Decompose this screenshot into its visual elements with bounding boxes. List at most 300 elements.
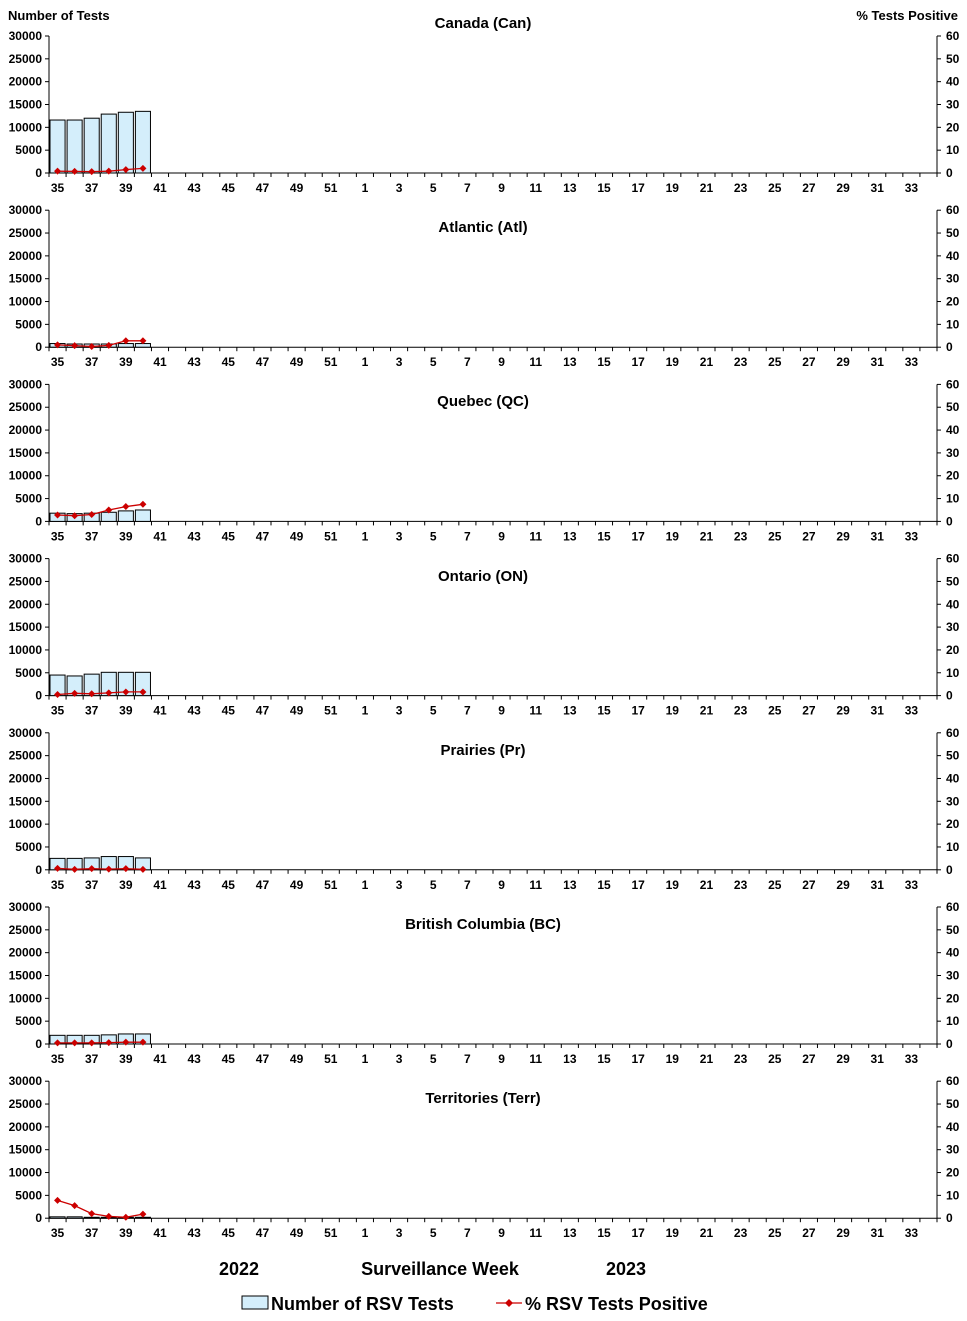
left-tick-label: 30000 [8, 29, 42, 43]
left-tick-label: 25000 [8, 51, 42, 66]
x-tick-label: 19 [665, 1226, 679, 1241]
x-tick-label: 47 [255, 355, 270, 370]
bar-rsv-tests [84, 118, 99, 173]
x-tick-label: 35 [50, 1226, 65, 1241]
x-tick-label: 29 [836, 877, 850, 892]
right-tick-label: 60 [946, 725, 960, 740]
x-tick-label: 7 [464, 181, 471, 195]
x-tick-label: 21 [699, 355, 714, 370]
x-tick-label: 21 [699, 529, 714, 544]
right-tick-label: 60 [946, 1074, 960, 1089]
line-pct-positive [58, 1042, 143, 1043]
right-tick-label: 20 [946, 468, 960, 483]
x-tick-label: 37 [85, 1226, 99, 1241]
x-tick-label: 29 [836, 1226, 850, 1241]
left-axis-label: Number of Tests [8, 8, 110, 23]
x-tick-label: 15 [597, 1226, 611, 1241]
x-tick-label: 43 [187, 181, 201, 195]
x-tick-label: 17 [631, 877, 645, 892]
x-tick-label: 25 [768, 181, 782, 195]
x-tick-label: 27 [802, 877, 816, 892]
x-tick-label: 7 [464, 1052, 471, 1066]
x-tick-label: 49 [289, 703, 304, 718]
left-tick-label: 10000 [8, 120, 42, 135]
left-tick-label: 20000 [8, 1119, 42, 1134]
right-tick-label: 10 [946, 839, 960, 854]
x-tick-label: 17 [631, 529, 645, 544]
x-tick-label: 5 [429, 877, 437, 892]
x-tick-label: 23 [733, 355, 748, 370]
panel-title: Prairies (Pr) [440, 742, 526, 759]
left-tick-label: 30000 [8, 900, 42, 914]
x-tick-label: 23 [733, 703, 748, 718]
panel-6 [9, 1074, 960, 1240]
x-tick-label: 51 [324, 703, 338, 718]
left-tick-label: 20000 [8, 423, 42, 438]
x-tick-label: 25 [768, 355, 782, 370]
x-tick-label: 49 [289, 529, 304, 544]
point-pct-positive [105, 342, 112, 349]
left-tick-label: 20000 [8, 248, 42, 263]
x-tick-label: 11 [529, 529, 543, 544]
x-tick-label: 21 [699, 1052, 714, 1066]
x-tick-label: 37 [85, 1052, 99, 1066]
right-tick-label: 10 [946, 491, 960, 506]
x-tick-label: 1 [361, 877, 369, 892]
x-tick-label: 37 [85, 877, 99, 892]
x-tick-label: 49 [289, 181, 304, 195]
point-pct-positive [122, 503, 129, 510]
x-tick-label: 5 [429, 1052, 437, 1066]
left-tick-label: 0 [35, 862, 42, 877]
x-tick-label: 11 [529, 355, 543, 370]
x-tick-label: 3 [395, 529, 403, 544]
x-tick-label: 41 [153, 181, 167, 195]
left-tick-label: 5000 [15, 665, 42, 680]
x-tick-label: 5 [429, 181, 437, 195]
right-tick-label: 60 [946, 377, 960, 392]
x-tick-label: 45 [221, 877, 235, 892]
x-tick-label: 23 [733, 1226, 748, 1241]
left-tick-label: 30000 [8, 203, 42, 218]
left-tick-label: 10000 [8, 468, 42, 483]
panel-3 [9, 552, 960, 718]
left-tick-label: 25000 [8, 1097, 42, 1112]
x-tick-label: 33 [904, 1226, 919, 1241]
left-tick-label: 5000 [15, 1014, 42, 1029]
x-tick-label: 23 [733, 877, 748, 892]
x-tick-label: 11 [529, 181, 543, 195]
right-tick-label: 50 [946, 748, 960, 763]
left-tick-label: 20000 [8, 771, 42, 786]
x-tick-label: 41 [153, 703, 167, 718]
panel-0 [9, 15, 960, 195]
bar-rsv-tests [101, 114, 116, 173]
x-tick-label: 49 [289, 877, 304, 892]
x-tick-label: 45 [221, 529, 235, 544]
x-tick-label: 17 [631, 355, 645, 370]
bar-rsv-tests [67, 1217, 82, 1218]
panel-1 [9, 203, 960, 369]
right-tick-label: 20 [946, 120, 960, 135]
bar-rsv-tests [67, 120, 82, 173]
right-tick-label: 50 [946, 922, 960, 937]
left-tick-label: 30000 [8, 551, 42, 566]
x-tick-label: 51 [324, 181, 338, 195]
left-tick-label: 10000 [8, 1165, 42, 1180]
left-tick-label: 10000 [8, 642, 42, 657]
x-tick-label: 45 [221, 703, 235, 718]
left-tick-label: 0 [35, 688, 42, 703]
right-tick-label: 50 [946, 1097, 960, 1112]
x-tick-label: 31 [870, 181, 884, 195]
x-tick-label: 45 [221, 355, 235, 370]
x-tick-label: 51 [324, 1052, 338, 1066]
panel-4 [9, 726, 960, 892]
left-tick-label: 5000 [15, 1188, 42, 1203]
right-tick-label: 60 [946, 203, 960, 218]
x-tick-label: 35 [50, 181, 65, 195]
x-tick-label: 43 [187, 1226, 201, 1241]
right-tick-label: 40 [946, 945, 960, 960]
x-tick-label: 45 [221, 181, 235, 195]
x-tick-label: 1 [361, 703, 369, 718]
x-tick-label: 5 [429, 529, 437, 544]
right-tick-label: 60 [946, 29, 960, 43]
x-tick-label: 47 [255, 1226, 270, 1241]
bar-rsv-tests [118, 112, 133, 173]
x-tick-label: 35 [50, 355, 65, 370]
panel-title: Canada (Can) [434, 15, 532, 32]
right-tick-label: 0 [946, 1211, 953, 1226]
legend-bars-label: Number of RSV Tests [271, 1294, 454, 1314]
x-tick-label: 19 [665, 1052, 679, 1066]
x-tick-label: 3 [395, 181, 403, 195]
x-tick-label: 21 [699, 1226, 714, 1241]
x-tick-label: 7 [464, 529, 471, 544]
panel-5 [9, 900, 960, 1066]
x-tick-label: 35 [50, 529, 65, 544]
x-tick-label: 37 [85, 529, 99, 544]
x-tick-label: 13 [563, 1226, 577, 1241]
x-tick-label: 15 [597, 877, 611, 892]
x-tick-label: 31 [870, 1052, 884, 1066]
x-tick-label: 41 [153, 355, 167, 370]
right-tick-label: 40 [946, 248, 960, 263]
x-tick-label: 1 [361, 1052, 369, 1066]
x-tick-label: 25 [768, 1052, 782, 1066]
x-tick-label: 25 [768, 877, 782, 892]
x-tick-label: 11 [529, 1226, 543, 1241]
x-tick-label: 11 [529, 1052, 543, 1066]
right-tick-label: 40 [946, 74, 960, 89]
x-tick-label: 27 [802, 529, 816, 544]
x-tick-label: 17 [631, 1052, 645, 1066]
x-tick-label: 31 [870, 703, 884, 718]
left-tick-label: 5000 [15, 317, 42, 332]
x-tick-label: 39 [119, 529, 133, 544]
left-tick-label: 15000 [8, 445, 42, 460]
bar-rsv-tests [135, 510, 150, 521]
x-tick-label: 13 [563, 1052, 577, 1066]
x-tick-label: 45 [221, 1052, 235, 1066]
x-tick-label: 25 [768, 1226, 782, 1241]
x-tick-label: 47 [255, 877, 270, 892]
x-tick-label: 7 [464, 355, 471, 370]
left-tick-label: 0 [35, 1211, 42, 1226]
panel-title: Atlantic (Atl) [438, 219, 528, 236]
x-tick-label: 33 [904, 877, 919, 892]
right-tick-label: 10 [946, 317, 960, 332]
point-pct-positive [105, 1213, 112, 1220]
x-tick-label: 27 [802, 1052, 816, 1066]
x-tick-label: 35 [50, 877, 65, 892]
line-pct-positive [58, 868, 143, 869]
left-tick-label: 0 [35, 340, 42, 355]
right-tick-label: 50 [946, 51, 960, 66]
legend [242, 1294, 708, 1314]
right-tick-label: 20 [946, 991, 960, 1006]
x-tick-label: 9 [498, 1052, 505, 1066]
x-tick-label: 43 [187, 703, 201, 718]
x-tick-label: 47 [255, 181, 270, 195]
x-tick-label: 21 [699, 181, 714, 195]
year-2022-label: 2022 [218, 1259, 260, 1279]
x-tick-label: 23 [733, 529, 748, 544]
x-tick-label: 15 [597, 355, 611, 370]
x-tick-label: 9 [498, 1226, 505, 1241]
x-tick-label: 39 [119, 1052, 133, 1066]
x-tick-label: 1 [361, 355, 369, 370]
x-tick-label: 33 [904, 1052, 919, 1066]
x-tick-label: 15 [597, 703, 611, 718]
right-tick-label: 20 [946, 294, 960, 309]
x-tick-label: 31 [870, 529, 884, 544]
x-tick-label: 23 [733, 181, 748, 195]
x-tick-label: 15 [597, 1052, 611, 1066]
right-tick-label: 20 [946, 642, 960, 657]
left-tick-label: 15000 [8, 271, 42, 286]
x-tick-label: 39 [119, 355, 133, 370]
x-tick-label: 15 [597, 181, 611, 195]
x-axis-title: Surveillance Week [361, 1259, 519, 1279]
point-pct-positive [71, 342, 78, 349]
year-2023-label: 2023 [605, 1259, 647, 1279]
legend-bar-swatch [242, 1296, 268, 1309]
right-tick-label: 20 [946, 1165, 960, 1180]
x-tick-label: 19 [665, 703, 679, 718]
x-tick-label: 19 [665, 181, 679, 195]
right-tick-label: 10 [946, 143, 960, 158]
point-pct-positive [71, 1202, 78, 1209]
right-tick-label: 50 [946, 400, 960, 415]
left-tick-label: 20000 [8, 74, 42, 89]
left-tick-label: 10000 [8, 991, 42, 1006]
right-tick-label: 10 [946, 665, 960, 680]
x-tick-label: 33 [904, 181, 919, 195]
left-tick-label: 15000 [8, 97, 42, 112]
right-tick-label: 40 [946, 423, 960, 438]
x-tick-label: 3 [395, 355, 403, 370]
right-tick-label: 60 [946, 551, 960, 566]
left-tick-label: 5000 [15, 491, 42, 506]
x-tick-label: 17 [631, 181, 645, 195]
x-tick-label: 43 [187, 1052, 201, 1066]
x-tick-label: 29 [836, 529, 850, 544]
right-tick-label: 0 [946, 862, 953, 877]
x-tick-label: 9 [498, 355, 505, 370]
x-tick-label: 51 [324, 1226, 338, 1241]
x-tick-label: 17 [631, 1226, 645, 1241]
x-tick-label: 17 [631, 703, 645, 718]
x-tick-label: 47 [255, 703, 270, 718]
left-tick-label: 15000 [8, 968, 42, 983]
left-tick-label: 30000 [8, 377, 42, 392]
point-pct-positive [54, 1197, 61, 1204]
x-tick-label: 31 [870, 877, 884, 892]
panel-2 [9, 377, 960, 543]
x-tick-label: 41 [153, 1052, 167, 1066]
x-tick-label: 7 [464, 703, 471, 718]
x-tick-label: 49 [289, 1226, 304, 1241]
x-tick-label: 47 [255, 1052, 270, 1066]
x-tick-label: 11 [529, 703, 543, 718]
x-tick-label: 1 [361, 181, 369, 195]
x-tick-label: 3 [395, 877, 403, 892]
x-tick-label: 39 [119, 1226, 133, 1241]
x-tick-label: 13 [563, 355, 577, 370]
x-tick-label: 51 [324, 529, 338, 544]
x-tick-label: 43 [187, 877, 201, 892]
x-tick-label: 25 [768, 529, 782, 544]
right-tick-label: 40 [946, 1119, 960, 1134]
left-tick-label: 25000 [8, 748, 42, 763]
x-tick-label: 9 [498, 529, 505, 544]
x-tick-label: 27 [802, 703, 816, 718]
x-tick-label: 49 [289, 1052, 304, 1066]
right-tick-label: 30 [946, 794, 960, 809]
right-tick-label: 30 [946, 620, 960, 635]
x-tick-label: 43 [187, 529, 201, 544]
right-tick-label: 10 [946, 1014, 960, 1029]
left-tick-label: 30000 [8, 1074, 42, 1089]
right-tick-label: 30 [946, 445, 960, 460]
left-tick-label: 30000 [8, 725, 42, 740]
x-tick-label: 23 [733, 1052, 748, 1066]
right-tick-label: 0 [946, 514, 953, 529]
right-tick-label: 50 [946, 574, 960, 589]
x-tick-label: 43 [187, 355, 201, 370]
x-tick-label: 39 [119, 877, 133, 892]
bar-rsv-tests [135, 111, 150, 173]
line-pct-positive [58, 1200, 143, 1217]
x-tick-label: 33 [904, 529, 919, 544]
bar-rsv-tests [50, 120, 65, 173]
legend-line-marker [505, 1299, 513, 1307]
x-tick-label: 45 [221, 1226, 235, 1241]
right-tick-label: 30 [946, 968, 960, 983]
x-tick-label: 47 [255, 529, 270, 544]
left-tick-label: 10000 [8, 817, 42, 832]
left-tick-label: 10000 [8, 294, 42, 309]
x-tick-label: 27 [802, 1226, 816, 1241]
x-tick-label: 7 [464, 1226, 471, 1241]
left-tick-label: 25000 [8, 574, 42, 589]
point-pct-positive [122, 1214, 129, 1221]
right-tick-label: 0 [946, 166, 953, 180]
right-tick-label: 40 [946, 771, 960, 786]
x-tick-label: 37 [85, 181, 99, 195]
x-tick-label: 49 [289, 355, 304, 370]
right-tick-label: 30 [946, 1142, 960, 1157]
x-tick-label: 35 [50, 1052, 65, 1066]
x-tick-label: 19 [665, 877, 679, 892]
x-tick-label: 41 [153, 1226, 167, 1241]
point-pct-positive [139, 501, 146, 508]
left-tick-label: 5000 [15, 143, 42, 158]
x-tick-label: 25 [768, 703, 782, 718]
x-tick-label: 11 [529, 877, 543, 892]
left-tick-label: 5000 [15, 839, 42, 854]
left-tick-label: 15000 [8, 1142, 42, 1157]
point-pct-positive [139, 1211, 146, 1218]
x-tick-label: 7 [464, 877, 471, 892]
x-tick-label: 5 [429, 355, 437, 370]
panel-title: Quebec (QC) [437, 393, 529, 410]
left-tick-label: 25000 [8, 226, 42, 241]
right-tick-label: 0 [946, 1037, 953, 1051]
right-tick-label: 20 [946, 817, 960, 832]
x-tick-label: 39 [119, 181, 133, 195]
x-tick-label: 19 [665, 529, 679, 544]
bar-rsv-tests [118, 511, 133, 522]
left-tick-label: 0 [35, 514, 42, 529]
x-tick-label: 39 [119, 703, 133, 718]
x-tick-label: 27 [802, 355, 816, 370]
x-tick-label: 1 [361, 529, 369, 544]
x-tick-label: 29 [836, 703, 850, 718]
x-tick-label: 51 [324, 355, 338, 370]
chart-panels [9, 15, 960, 1240]
panel-title: British Columbia (BC) [405, 916, 561, 933]
x-tick-label: 9 [498, 877, 505, 892]
x-tick-label: 13 [563, 181, 577, 195]
x-tick-label: 21 [699, 703, 714, 718]
x-tick-label: 9 [498, 703, 505, 718]
x-tick-label: 5 [429, 1226, 437, 1241]
x-tick-label: 51 [324, 877, 338, 892]
x-tick-label: 13 [563, 703, 577, 718]
right-tick-label: 60 [946, 900, 960, 914]
panel-title: Territories (Terr) [425, 1090, 541, 1107]
bar-rsv-tests [50, 1217, 65, 1218]
x-tick-label: 29 [836, 355, 850, 370]
left-tick-label: 0 [35, 166, 42, 180]
x-tick-label: 3 [395, 1052, 403, 1066]
left-tick-label: 20000 [8, 597, 42, 612]
x-tick-label: 27 [802, 181, 816, 195]
x-tick-label: 33 [904, 355, 919, 370]
right-tick-label: 30 [946, 271, 960, 286]
x-tick-label: 19 [665, 355, 679, 370]
legend-line-label: % RSV Tests Positive [525, 1294, 708, 1314]
x-tick-label: 33 [904, 703, 919, 718]
left-tick-label: 25000 [8, 400, 42, 415]
right-axis-label: % Tests Positive [856, 8, 958, 23]
x-tick-label: 13 [563, 529, 577, 544]
x-tick-label: 31 [870, 355, 884, 370]
x-tick-label: 15 [597, 529, 611, 544]
